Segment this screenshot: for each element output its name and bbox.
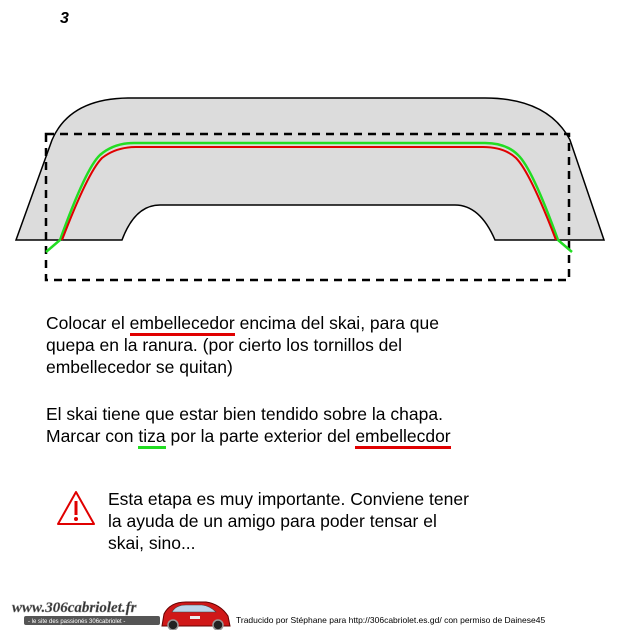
warning-icon — [56, 490, 96, 526]
instruction-paragraph-2: El skai tiene que estar bien tendido sobre la chapa. Marcar con tiza por la parte exterior del embellecdor — [46, 403, 451, 447]
chalk-highlight: tiza — [138, 426, 165, 449]
panel-shape — [16, 98, 604, 240]
warning-paragraph: Esta etapa es muy importante. Conviene tener la ayuda de un amigo para poder tensar el skai, sino... — [108, 489, 469, 553]
trim-highlight: embellecdor — [355, 426, 450, 449]
instruction-paragraph-1: Colocar el embellecedor encima del skai, para que quepa en la ranura. (por cierto los tornillos del embellecedor se quitan) — [46, 313, 440, 377]
step-number: 3 — [60, 10, 69, 27]
trim-highlight: embellecedor — [130, 313, 235, 336]
logo-text: www.306cabriolet.fr — [12, 600, 137, 616]
panel-diagram — [0, 0, 619, 300]
translation-credit: Traducido por Stéphane para http://306cabriolet.es.gd/ con permiso de Dainese45 — [236, 615, 546, 625]
car-icon — [162, 602, 230, 630]
logo-tagline: - le site des passionés 306cabriolet - — [28, 619, 126, 625]
site-logo — [10, 592, 232, 630]
